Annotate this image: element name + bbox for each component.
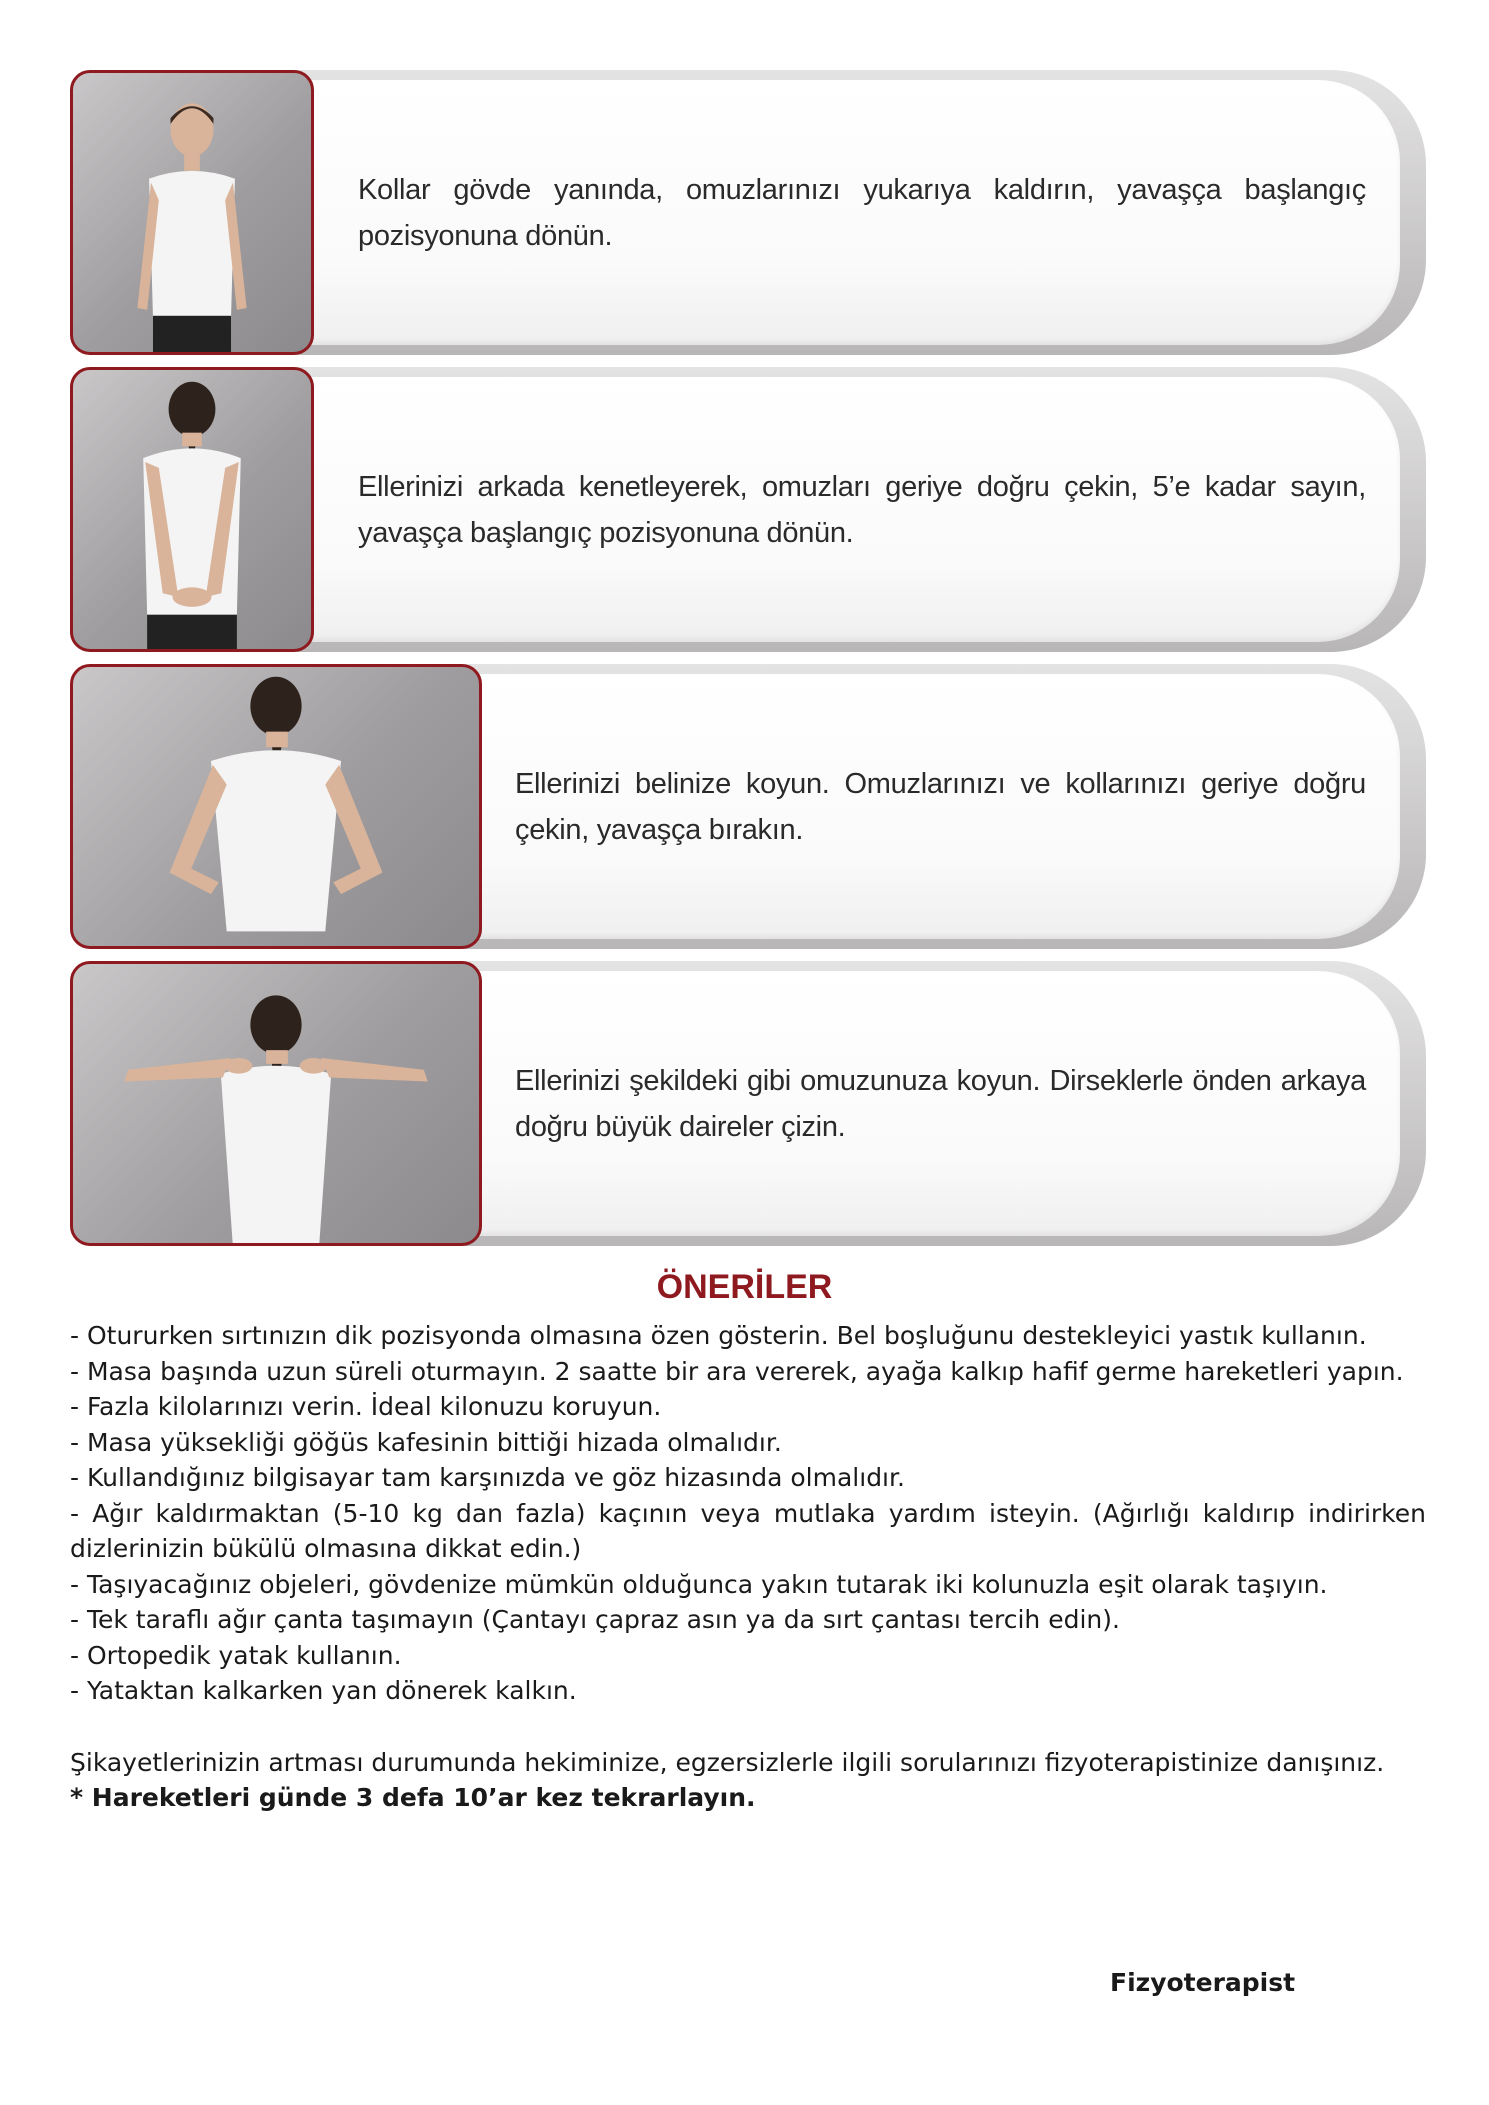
recommendation-item: - Kullandığınız bilgisayar tam karşınızda ve göz hizasında olmalıdır. xyxy=(70,1463,905,1492)
hands-on-shoulders-figure xyxy=(73,964,479,1243)
exercise-description: Ellerinizi şekildeki gibi omuzunuza koyun. Dirseklerle önden arkaya doğru büyük daireler çizin. xyxy=(515,1064,1366,1143)
exercise-card-3 xyxy=(70,664,1426,949)
recommendation-item: - Taşıyacağınız objeleri, gövdenize mümkün olduğunca yakın tutarak iki kolunuzla eşit olarak taşıyın. xyxy=(70,1569,1328,1599)
exercise-description: Kollar gövde yanında, omuzlarınızı yukarıya kaldırın, yavaşça başlangıç pozisyonuna dönün. xyxy=(358,173,1366,252)
repetition-note: * Hareketleri günde 3 defa 10’ar kez tekrarlayın. xyxy=(70,1783,756,1812)
hands-on-waist-photo xyxy=(70,664,482,949)
hands-on-shoulders-photo xyxy=(70,961,482,1246)
recommendation-item: - Fazla kilolarınızı verin. İdeal kilonuzu koruyun. xyxy=(70,1392,662,1421)
hands-clasped-back-figure xyxy=(73,370,311,649)
recommendation-item: - Tek taraflı ağır çanta taşımayın (Çantayı çapraz asın ya da sırt çantası tercih edin). xyxy=(70,1605,1120,1634)
signature: Fizyoterapist xyxy=(1110,1968,1296,1997)
exercise-4-text xyxy=(515,961,1366,1246)
recommendations-list xyxy=(70,1318,1426,1816)
hands-on-waist-figure xyxy=(73,667,479,946)
exercise-description: Ellerinizi belinize koyun. Omuzlarınızı ve kollarınızı geriye doğru çekin, yavaşça bırakın. xyxy=(515,767,1366,846)
hands-clasped-back-photo xyxy=(70,367,314,652)
standing-front-figure xyxy=(73,73,311,352)
recommendation-item: - Yataktan kalkarken yan dönerek kalkın. xyxy=(70,1676,577,1705)
exercise-card-4 xyxy=(70,961,1426,1246)
exercise-card-1 xyxy=(70,70,1426,355)
spacer xyxy=(70,1709,1426,1745)
exercise-1-text xyxy=(358,70,1366,355)
recommendations-title: ÖNERİLER xyxy=(656,1268,833,1306)
exercise-card-2 xyxy=(70,367,1426,652)
recommendation-item: - Masa başında uzun süreli oturmayın. 2 saatte bir ara vererek, ayağa kalkıp hafif germe hareketleri yapın. xyxy=(70,1356,1404,1386)
recommendation-item: - Ortopedik yatak kullanın. xyxy=(70,1640,402,1670)
exercise-3-text xyxy=(515,664,1366,949)
consultation-note: Şikayetlerinizin artması durumunda hekiminize, egzersizlerle ilgili sorularınızı fizyoterapistinize danışınız. xyxy=(70,1747,1385,1777)
exercise-2-text xyxy=(358,367,1366,652)
recommendation-item: - Masa yüksekliği göğüs kafesinin bittiği hizada olmalıdır. xyxy=(70,1427,782,1457)
standing-front-photo xyxy=(70,70,314,355)
recommendation-item: - Otururken sırtınızın dik pozisyonda olmasına özen gösterin. Bel boşluğunu destekleyici yastık kullanın. xyxy=(70,1321,1367,1350)
recommendation-item: - Ağır kaldırmaktan (5-10 kg dan fazla) kaçının veya mutlaka yardım isteyin. (Ağırlığı kaldırıp indirirken dizlerinizin bükülü olmasına dikkat edin.) xyxy=(70,1498,1426,1563)
exercise-description: Ellerinizi arkada kenetleyerek, omuzları geriye doğru çekin, 5’e kadar sayın, yavaşça başlangıç pozisyonuna dönün. xyxy=(358,470,1366,549)
